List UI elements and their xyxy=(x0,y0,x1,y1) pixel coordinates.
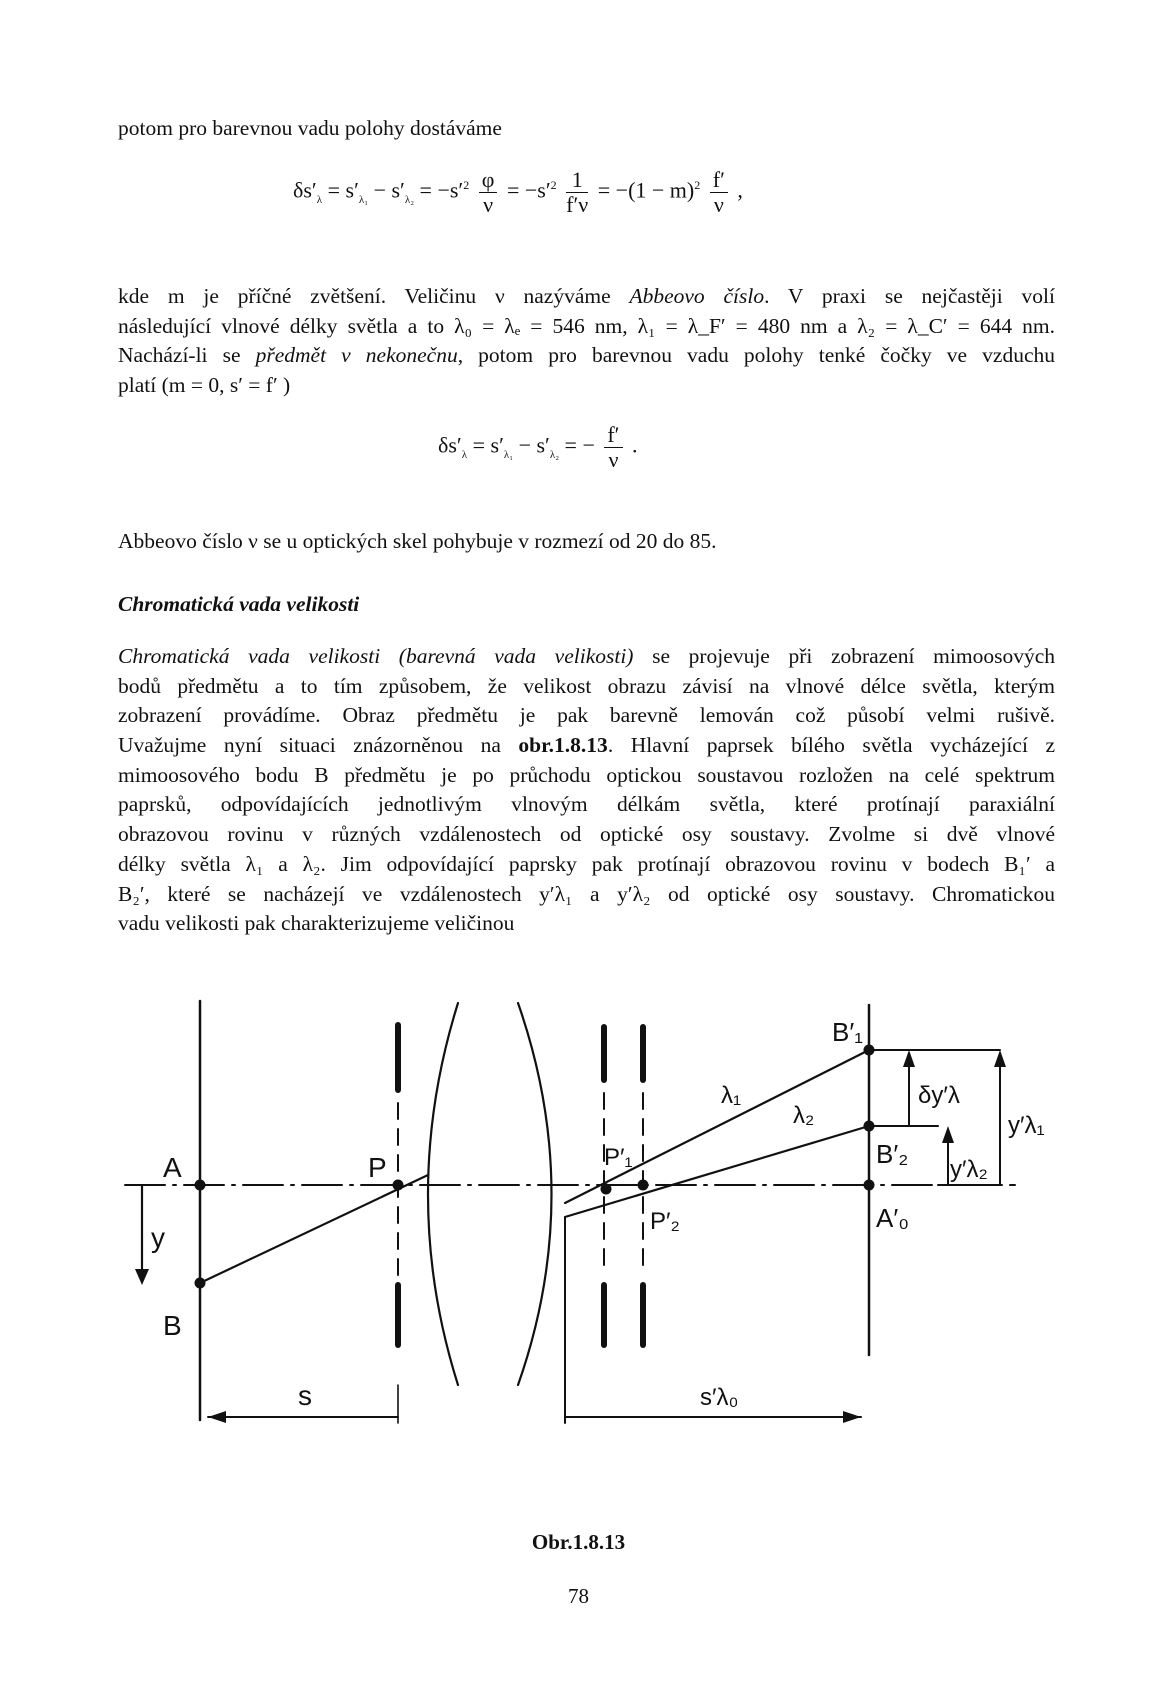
label-lambda2: λ₂ xyxy=(793,1102,815,1129)
paragraph-abbe xyxy=(118,282,1055,401)
paragraph-chromatic-size-line: bodů předmětu a to tím způsobem, že velikost obrazu závisí na vlnové délce světla, kterým xyxy=(118,673,1055,698)
equation-chromatic-position: $\delta s'_\lambda = s'_{\lambda_1} - s'_{\lambda_2} = -s'^2$ $\frac{\varphi}{\nu}$ = $-s'^2$ $\frac{1}{f'\nu}$ = $-(1 - m)^2$ $\frac{f'}{\nu}$ , xyxy=(293,167,743,217)
paragraph-chromatic-size-line: zobrazení provádíme. Obraz předmětu je pak barevně lemován což působí velmi rušivě. xyxy=(118,703,1055,728)
paragraph-chromatic-size-line: paprsků, odpovídajících jednotlivým vlnovým délkám světla, které protínají paraxiální xyxy=(118,792,1055,817)
paragraph-chromatic-size-line: Uvažujme nyní situaci znázorněnou na obr.1.8.13. Hlavní paprsek bílého světla vycházející z xyxy=(118,733,1055,758)
paragraph-abbe-line: následující vlnové délky světla a to λ₀ = λₑ = 546 nm, λ₁ = λ_F′ = 480 nm a λ₂ = λ_C′ = 644 nm. xyxy=(118,313,1055,338)
label-dy-lambda: δy′λ xyxy=(918,1082,960,1109)
section-heading: Chromatická vada velikosti xyxy=(118,592,360,616)
paragraph-chromatic-size-line: délky světla λ₁ a λ₂. Jim odpovídající paprsky pak protínají obrazovou rovinu v bodech B₁′ a xyxy=(118,851,1055,876)
label-B: B xyxy=(163,1310,182,1341)
label-y: y xyxy=(151,1222,165,1253)
label-P2: P′₂ xyxy=(650,1208,680,1235)
label-A: A xyxy=(163,1152,182,1183)
paragraph-chromatic-size-line: obrazovou rovinu v různých vzdálenostech od optické osy soustavy. Zvolme si dvě vlnové xyxy=(118,822,1055,847)
label-s-lambda0: s′λ₀ xyxy=(700,1384,739,1411)
paragraph-chromatic-size-line: Chromatická vada velikosti (barevná vada velikosti) se projevuje při zobrazení mimoosových xyxy=(118,644,1055,668)
chief-ray-object xyxy=(200,1175,428,1283)
label-P: P xyxy=(368,1152,387,1183)
label-s: s xyxy=(298,1380,312,1411)
label-A0: A′₀ xyxy=(876,1203,910,1233)
label-B2: B′₂ xyxy=(876,1139,909,1169)
label-P1: P′₁ xyxy=(604,1144,633,1171)
label-lambda1: λ₁ xyxy=(721,1082,742,1109)
label-y-lambda1: y′λ₁ xyxy=(1008,1112,1045,1139)
intro-line: potom pro barevnou vadu polohy dostáváme xyxy=(118,116,502,140)
abbe-range-line: Abbeovo číslo ν se u optických skel pohybuje v rozmezí od 20 do 85. xyxy=(118,529,717,553)
page-number: 78 xyxy=(568,1584,589,1608)
ray-lambda1 xyxy=(565,1050,869,1203)
ray-lambda2 xyxy=(565,1126,869,1217)
paragraph-abbe-line: Nachází-li se předmět v nekonečnu, potom pro barevnou vadu polohy tenké čočky ve vzduchu xyxy=(118,343,1056,368)
equation-infinity: $\delta s'_\lambda = s'_{\lambda_1} - s'_{\lambda_2}$ = − $\frac{f'}{\nu}$ . xyxy=(438,422,638,472)
paragraph-abbe-line: kde m je příčné zvětšení. Veličinu ν nazýváme Abbeovo číslo. V praxi se nejčastěji volí xyxy=(118,284,1055,308)
label-B1: B′₁ xyxy=(832,1017,863,1047)
lens-surface-right xyxy=(518,1003,552,1385)
label-y-lambda2: y′λ₂ xyxy=(950,1156,988,1183)
figure-caption: Obr.1.8.13 xyxy=(531,1530,626,1554)
paragraph-abbe-line: platí (m = 0, s′ = f′ ) xyxy=(118,373,291,398)
paragraph-chromatic-size xyxy=(118,642,1055,939)
lens-surface-left xyxy=(428,1003,458,1385)
paragraph-chromatic-size-line: B₂′, které se nacházejí ve vzdálenostech y′λ₁ a y′λ₂ od optické osy soustavy. Chromatickou xyxy=(118,881,1055,906)
paragraph-chromatic-size-line: vadu velikosti pak charakterizujeme veličinou xyxy=(118,911,515,936)
paragraph-chromatic-size-line: mimoosového bodu B předmětu je po průchodu optickou soustavou rozložen na celé spektrum xyxy=(118,762,1055,787)
figure-chromatic-size xyxy=(0,985,1157,1455)
